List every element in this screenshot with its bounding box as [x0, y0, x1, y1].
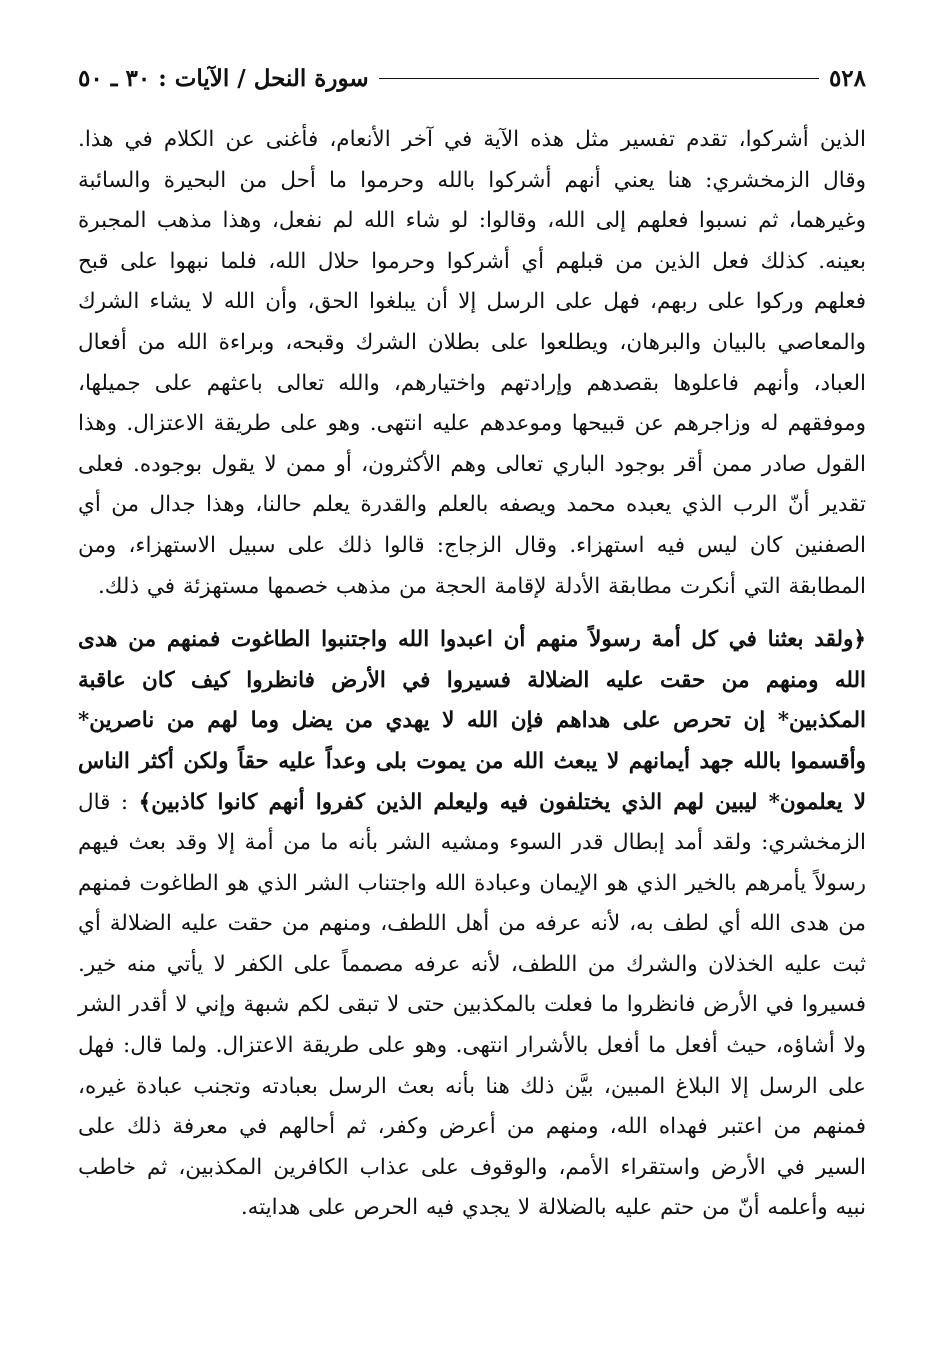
verse-and-commentary-paragraph: [78, 620, 866, 1229]
page-body: [78, 120, 866, 1229]
quran-verse: ﴿ولقد بعثنا في كل أمة رسولاً منهم أن اعبدوا الله واجتنبوا الطاغوت فمنهم من هدى الله ومنهم من حقت عليه الضلالة فسيروا في الأرض فانظروا كيف كان عاقبة المكذبين* إن تحرص على هداهم فإن الله لا يهدي من يضل وما لهم من ناصرين* وأقسموا بالله جهد أيمانهم لا يبعث الله من يموت بلى وعداً عليه حقاً ولكن أكثر الناس لا يعلمون* ليبين لهم الذي يختلفون فيه وليعلم الذين كفروا أنهم كانوا كاذبين﴾: [78, 627, 866, 815]
commentary-text: : قال الزمخشري: ولقد أمد إبطال قدر السوء ومشيه الشر بأنه ما من أمة إلا وقد بعث فيهم رسولاً يأمرهم بالخير الذي هو الإيمان وعبادة الله واجتناب الشر الذي هو الطاغوت فمنهم من هدى الله أي لطف به، لأنه عرفه من أهل اللطف، ومنهم من حقت عليه الضلالة أي ثبت عليه الخذلان والشرك من اللطف، لأنه عرفه مصمماً على الكفر لا يأتي منه خير. فسيروا في الأرض فانظروا ما فعلت بالمكذبين حتى لا تبقى لكم شبهة وإني لا أقدر الشر ولا أشاؤه، حيث أفعل ما أفعل بالأشرار انتهى. وهو على طريقة الاعتزال. ولما قال: فهل على الرسل إلا البلاغ المبين، بيَّن ذلك هنا بأنه بعث الرسل بعبادته وتجنب عبادة غيره، فمنهم من اعتبر فهداه الله، ومنهم من أعرض وكفر، ثم أحالهم في معرفة ذلك على السير في الأرض واستقراء الأمم، والوقوف على عذاب الكافرين المكذبين، ثم خاطب نبيه وأعلمه أنّ من حتم عليه بالضلالة لا يجدي فيه الحرص على هدايته.: [78, 789, 866, 1221]
sura-title: سورة النحل / الآيات : ٣٠ ـ ٥٠: [78, 64, 369, 92]
commentary-paragraph: الذين أشركوا، تقدم تفسير مثل هذه الآية في آخر الأنعام، فأغنى عن الكلام في هذا. وقال الزمخشري: هنا يعني أنهم أشركوا بالله وحرموا ما أحل من البحيرة والسائبة وغيرهما، ثم نسبوا فعلهم إلى الله، وقالوا: لو شاء الله لم نفعل، وهذا مذهب المجبرة بعينه. كذلك فعل الذين من قبلهم أي أشركوا وحرموا حلال الله، فلما نبهوا على قبح فعلهم وركوا على ربهم، فهل على الرسل إلا أن يبلغوا الحق، وأن الله لا يشاء الشرك والمعاصي بالبيان والبرهان، ويطلعوا على بطلان الشرك وقبحه، وبراءة الله من أفعال العباد، وأنهم فاعلوها بقصدهم وإرادتهم واختيارهم، والله تعالى باعثهم على جميلها، وموفقهم له وزاجرهم عن قبيحها وموعدهم عليه انتهى. وهو على طريقة الاعتزال. وهذا القول صادر ممن أقر بوجود الباري تعالى وهم الأكثرون، أو ممن لا يقول بوجوده. فعلى تقدير أنّ الرب الذي يعبده محمد ويصفه بالعلم والقدرة يعلم حالنا، وهذا جدال من أي الصفنين كان ليس فيه استهزاء. وقال الزجاج: قالوا ذلك على سبيل الاستهزاء، ومن المطابقة التي أنكرت مطابقة الأدلة لإقامة الحجة من مذهب خصمها مستهزئة في ذلك.: [78, 127, 867, 599]
header-rule: [379, 78, 819, 79]
page-number: ٥٢٨: [828, 64, 866, 92]
page-header: [78, 60, 866, 96]
